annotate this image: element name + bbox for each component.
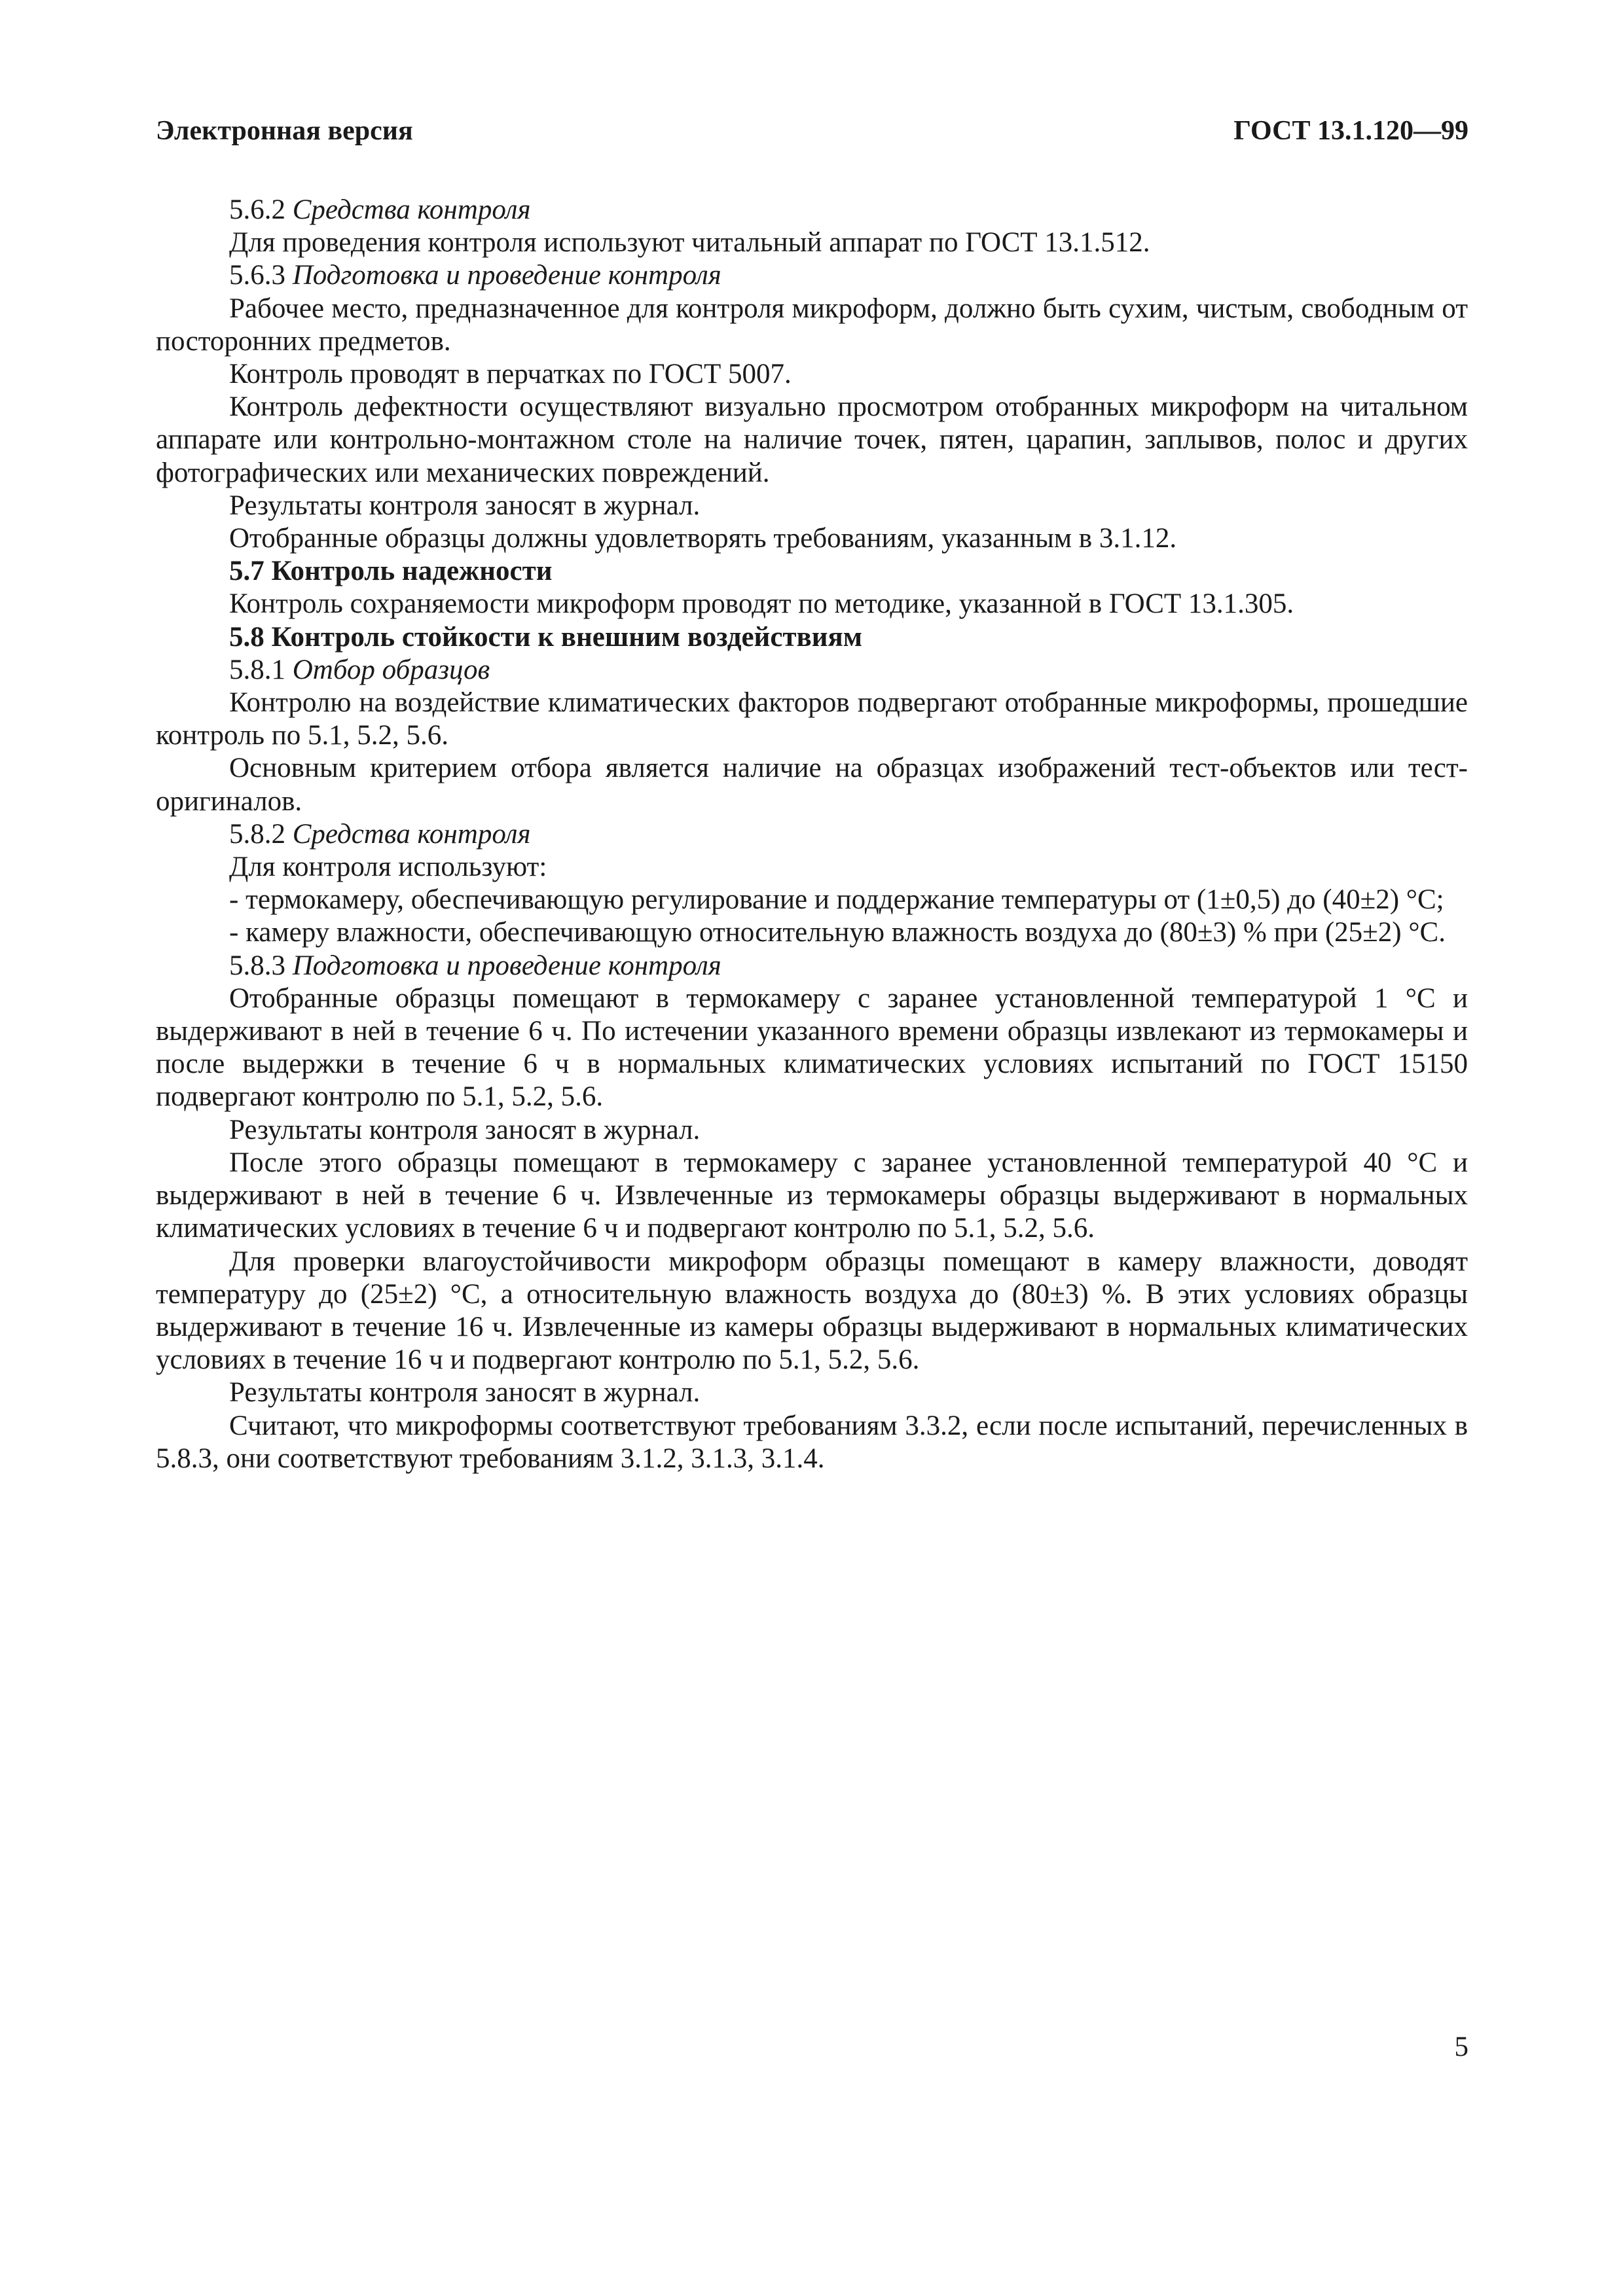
paragraph: Результаты контроля заносят в журнал. bbox=[229, 490, 701, 521]
header-standard-number: ГОСТ 13.1.120—99 bbox=[1233, 116, 1468, 146]
page-number: 5 bbox=[1454, 2032, 1468, 2062]
section-number: 5.8.2 bbox=[229, 818, 293, 850]
paragraph: После этого образцы помещают в термокамеру с заранее установленной температурой 40 °С и выдерживают в ней в течение 6 ч. Извлеченные из термокамеры образцы выдерживают в нормальных климатических условиях в течение 6 ч и подвергают контролю по 5.1, 5.2, 5.6. bbox=[156, 1147, 1468, 1244]
paragraph: Считают, что микроформы соответствуют требованиям 3.3.2, если после испытаний, перечисленных в 5.8.3, они соответствуют требованиям 3.1.2, 3.1.3, 3.1.4. bbox=[156, 1410, 1468, 1474]
paragraph: Для проведения контроля используют читальный аппарат по ГОСТ 13.1.512. bbox=[229, 227, 1150, 259]
list-item: - камеру влажности, обеспечивающую относительную влажность воздуха до (80±3) % при (25±2) °С. bbox=[229, 917, 1446, 948]
section-heading-5-8-2 bbox=[156, 818, 1468, 851]
section-heading-5-8: 5.8 Контроль стойкости к внешним воздействиям bbox=[229, 621, 863, 653]
section-number: 5.6.2 bbox=[229, 194, 293, 225]
section-number: 5.8.1 bbox=[229, 654, 293, 685]
paragraph: Для проверки влагоустойчивости микроформ образцы помещают в камеру влажности, доводят температуру до (25±2) °С, а относительную влажность воздуха до (80±3) %. В этих условиях образцы выдерживают в течение 16 ч. Извлеченные из камеры образцы выдерживают в нормальных климатических условиях в течение 16 ч и подвергают контролю по 5.1, 5.2, 5.6. bbox=[156, 1246, 1468, 1376]
section-number: 5.6.3 bbox=[229, 260, 293, 291]
section-heading-5-7: 5.7 Контроль надежности bbox=[229, 556, 553, 587]
paragraph: Основным критерием отбора является наличие на образцах изображений тест-объектов или тест-оригиналов. bbox=[156, 753, 1468, 817]
paragraph: Результаты контроля заносят в журнал. bbox=[229, 1377, 701, 1408]
section-title: Подготовка и проведение контроля bbox=[292, 950, 721, 981]
paragraph: Контроль дефектности осуществляют визуально просмотром отобранных микроформ на читальном аппарате или контрольно-монтажном столе на наличие точек, пятен, царапин, заплывов, полос и других фотографических или механических повреждений. bbox=[156, 391, 1468, 488]
section-title: Отбор образцов bbox=[292, 654, 490, 685]
section-heading-5-8-3 bbox=[156, 950, 1468, 982]
paragraph: Отобранные образцы должны удовлетворять требованиям, указанным в 3.1.12. bbox=[229, 523, 1177, 554]
paragraph: Контролю на воздействие климатических факторов подвергают отобранные микроформы, прошедшие контроль по 5.1, 5.2, 5.6. bbox=[156, 687, 1468, 751]
section-heading-5-8-1 bbox=[156, 654, 1468, 687]
section-heading-5-6-2 bbox=[156, 194, 1468, 226]
paragraph: Результаты контроля заносят в журнал. bbox=[229, 1114, 701, 1145]
paragraph: Контроль сохраняемости микроформ проводят по методике, указанной в ГОСТ 13.1.305. bbox=[229, 588, 1294, 620]
list-item: - термокамеру, обеспечивающую регулирование и поддержание температуры от (1±0,5) до (40±2) °С; bbox=[229, 884, 1444, 916]
section-title: Средства контроля bbox=[292, 194, 531, 225]
section-title: Подготовка и проведение контроля bbox=[292, 260, 721, 291]
paragraph: Контроль проводят в перчатках по ГОСТ 5007. bbox=[229, 359, 792, 390]
section-number: 5.8.3 bbox=[229, 950, 293, 981]
document-body bbox=[156, 194, 1468, 1475]
paragraph: Отобранные образцы помещают в термокамеру с заранее установленной температурой 1 °С и выдерживают в ней в течение 6 ч. По истечении указанного времени образцы извлекают из термокамеры и после выдержки в течение 6 ч в нормальных климатических условиях испытаний по ГОСТ 15150 подвергают контролю по 5.1, 5.2, 5.6. bbox=[156, 982, 1468, 1113]
section-heading-5-6-3 bbox=[156, 259, 1468, 292]
paragraph: Рабочее место, предназначенное для контроля микроформ, должно быть сухим, чистым, свободным от посторонних предметов. bbox=[156, 293, 1468, 357]
section-title: Средства контроля bbox=[292, 818, 531, 850]
header-edition-label: Электронная версия bbox=[156, 116, 413, 146]
paragraph: Для контроля используют: bbox=[229, 852, 547, 883]
